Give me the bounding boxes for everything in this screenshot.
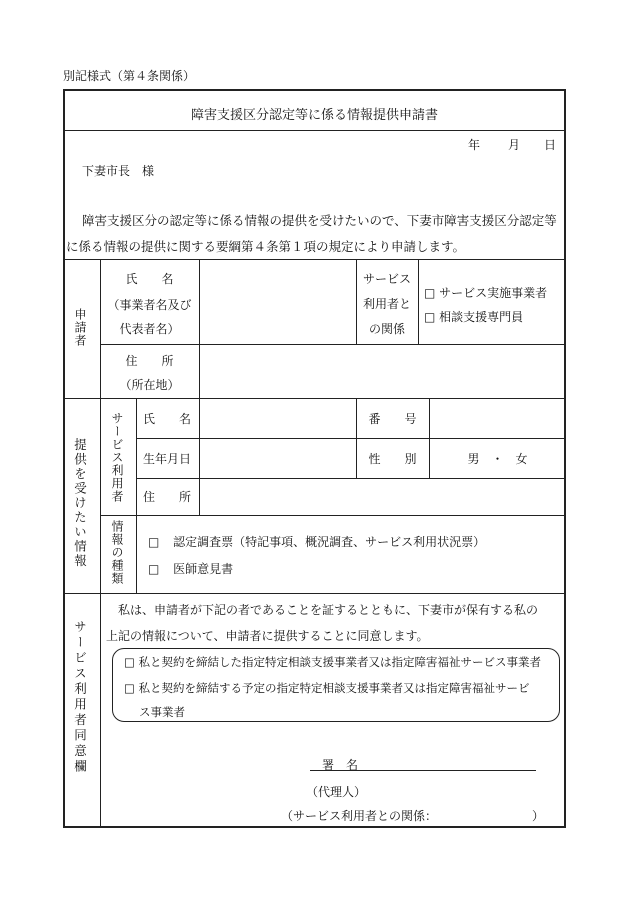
applicant-address-label: 住 所 bbox=[125, 354, 174, 368]
intro-line-1: 障害支援区分の認定等に係る情報の提供を受けたいので、下妻市障害支援区分認定等 bbox=[82, 213, 557, 228]
date-day: 日 bbox=[544, 138, 557, 152]
consent-option-contracted[interactable] bbox=[124, 654, 541, 670]
user-address-field[interactable] bbox=[200, 479, 565, 514]
checkbox-icon[interactable]: □ bbox=[424, 310, 436, 324]
kind-option-survey[interactable] bbox=[148, 533, 485, 550]
dob-field[interactable] bbox=[200, 439, 355, 477]
consent-option-label: 私と契約を締結した指定特定相談支援事業者又は指定障害福祉サービス事業者 bbox=[138, 655, 542, 669]
relation-to-user-label: （サービス利用者との関係： bbox=[281, 809, 438, 823]
consent-option-planned[interactable] bbox=[124, 680, 530, 696]
signature-label: 署 名 bbox=[322, 758, 359, 772]
consent-option-planned-cont: ス事業者 bbox=[139, 705, 185, 719]
applicant-address-label-2: （所在地） bbox=[119, 378, 180, 392]
applicant-address-field[interactable] bbox=[200, 345, 565, 397]
signature-line[interactable] bbox=[310, 770, 536, 771]
checkbox-icon[interactable]: □ bbox=[124, 655, 135, 669]
intro-line-2: に係る情報の提供に関する要綱第４条第１項の規定により申請します。 bbox=[66, 239, 466, 254]
checkbox-icon[interactable]: □ bbox=[424, 286, 436, 300]
relation-option-consultant[interactable] bbox=[424, 308, 523, 325]
applicant-name-field[interactable] bbox=[200, 260, 355, 343]
consent-text-1: 私は、申請者が下記の者であることを証するとともに、下妻市が保有する私の bbox=[118, 603, 539, 617]
applicant-section-label: 申請者 bbox=[73, 308, 87, 347]
relation-label-3: の関係 bbox=[368, 322, 405, 336]
sex-label: 性 別 bbox=[368, 452, 417, 466]
applicant-name-label-2: （事業者名及び bbox=[107, 298, 192, 312]
kind-option-label: 医師意見書 bbox=[173, 562, 234, 576]
checkbox-icon[interactable]: □ bbox=[148, 562, 160, 576]
service-user-label: サービス利用者 bbox=[110, 412, 124, 503]
kind-option-doctor[interactable] bbox=[148, 560, 233, 577]
proxy-label: （代理人） bbox=[306, 785, 367, 799]
number-label: 番 号 bbox=[368, 412, 417, 426]
checkbox-icon[interactable]: □ bbox=[148, 535, 160, 549]
user-label-col-line bbox=[136, 398, 137, 593]
checkbox-icon[interactable]: □ bbox=[124, 681, 135, 695]
addressee: 下妻市長 様 bbox=[82, 164, 155, 178]
dob-label: 生年月日 bbox=[143, 452, 192, 466]
kind-option-label: 認定調査票（特記事項、概況調査、サービス利用状況票） bbox=[173, 535, 486, 549]
relation-col-line-right bbox=[418, 259, 419, 344]
relation-option-provider[interactable] bbox=[424, 284, 547, 301]
consent-option-label: 私と契約を締結する予定の指定特定相談支援事業者又は指定障害福祉サービ bbox=[138, 681, 530, 695]
number-field[interactable] bbox=[430, 399, 565, 437]
relation-label-1: サービス bbox=[362, 272, 411, 286]
date-year: 年 bbox=[468, 138, 481, 152]
consent-text-2: 上記の情報について、申請者に提供することに同意します。 bbox=[106, 629, 429, 643]
info-section-label: 提供を受けたい情報 bbox=[72, 438, 88, 569]
relation-option-label: 相談支援専門員 bbox=[439, 310, 524, 324]
applicant-name-label: 氏 名 bbox=[125, 272, 174, 286]
user-name-field[interactable] bbox=[200, 399, 355, 437]
user-address-label: 住 所 bbox=[143, 490, 192, 504]
sex-value[interactable]: 男 ・ 女 bbox=[467, 452, 528, 466]
user-name-label: 氏 名 bbox=[143, 412, 192, 426]
form-id: 別記様式（第４条関係） bbox=[63, 69, 196, 83]
form-title: 障害支援区分認定等に係る情報提供申請書 bbox=[190, 108, 438, 123]
consent-section-label: サービス利用者同意欄 bbox=[72, 620, 88, 775]
relation-label-2: 利用者と bbox=[362, 297, 411, 311]
info-kind-label: 情報の種類 bbox=[110, 520, 124, 585]
title-divider bbox=[63, 130, 566, 131]
info-bottom-line bbox=[63, 593, 566, 594]
relation-option-label: サービス実施事業者 bbox=[439, 286, 548, 300]
date-month: 月 bbox=[508, 138, 521, 152]
applicant-name-label-3: 代表者名） bbox=[119, 322, 180, 336]
info-row-line-3 bbox=[100, 515, 566, 516]
relation-to-user-close: ） bbox=[532, 809, 545, 823]
